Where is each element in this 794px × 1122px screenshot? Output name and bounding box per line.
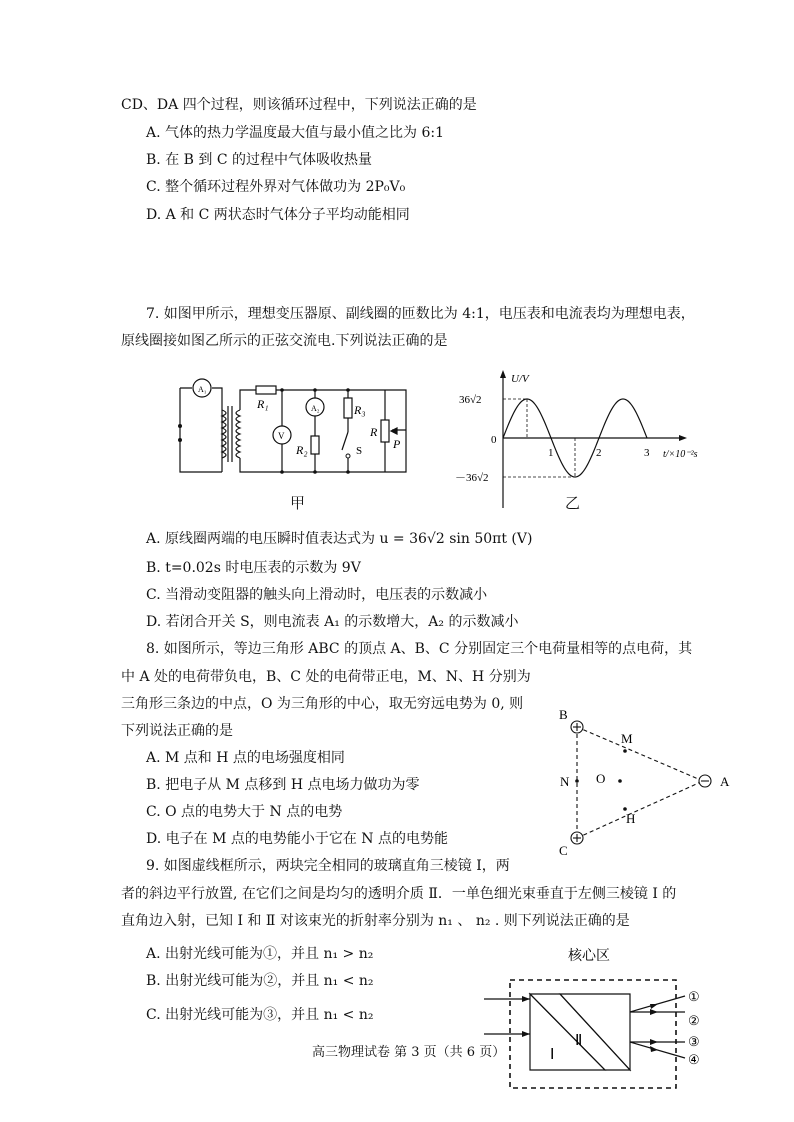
x-axis-label: t/×10⁻²s [663, 449, 698, 460]
label-c: C [559, 843, 568, 858]
label-a2: A₂ [311, 404, 320, 413]
x-tick-1: 1 [548, 447, 554, 459]
label-r2: R₂ [296, 443, 308, 457]
q9-stem-line3: 直角边入射，已知 Ⅰ 和 Ⅱ 对该束光的折射率分别为 n₁ 、 n₂ . 则下列说法正确的是 [121, 913, 630, 929]
label-n: N [560, 774, 570, 789]
resistor-r1 [256, 386, 276, 394]
y-axis-label: U/V [511, 373, 529, 385]
label-b: B [559, 707, 568, 722]
label-a1: A₁ [198, 385, 207, 394]
q8-option-b: B. 把电子从 M 点移到 H 点电场力做功为零 [146, 777, 420, 793]
q8-option-a: A. M 点和 H 点的电场强度相同 [146, 750, 345, 766]
page-footer: 高三物理试卷 第 3 页（共 6 页） [312, 1045, 506, 1060]
q6-option-c: C. 整个循环过程外界对气体做功为 2P₀V₀ [146, 179, 406, 195]
q6-option-b: B. 在 B 到 C 的过程中气体吸收热量 [146, 152, 372, 168]
resistor-r2 [311, 436, 319, 454]
resistor-r3 [344, 398, 352, 418]
q9-stem-line2: 者的斜边平行放置, 在它们之间是均匀的透明介质 Ⅱ．一单色细光束垂直于左侧三棱镜 Ⅰ 的 [121, 886, 677, 902]
q8-option-d: D. 电子在 M 点的电势能小于它在 N 点的电势能 [146, 831, 449, 847]
q8-stem-line2: 中 A 处的电荷带负电，B、C 处的电荷带正电，M、N、H 分别为 [121, 669, 531, 685]
label-h: H [626, 811, 636, 826]
q7-option-d: D. 若闭合开关 S，则电流表 A₁ 的示数增大，A₂ 的示数减小 [146, 614, 519, 630]
label-prism-1: Ⅰ [550, 1047, 555, 1063]
origin-label: 0 [491, 434, 497, 446]
y-tick-top: 36√2 [459, 394, 482, 406]
label-p: P [393, 437, 401, 451]
label-ray-3: ③ [688, 1034, 700, 1049]
caption-yi: 乙 [565, 494, 581, 512]
q7-stem-line1: 7. 如图甲所示，理想变压器原、副线圈的匝数比为 4:1，电压表和电流表均为理想电表， [146, 306, 695, 322]
q8-stem-line4: 下列说法正确的是 [121, 723, 233, 739]
q8-stem-line1: 8. 如图所示，等边三角形 ABC 的顶点 A、B、C 分别固定三个电荷量相等的点电荷，其 [146, 641, 693, 657]
q8-option-c: C. O 点的电势大于 N 点的电势 [146, 804, 343, 820]
q6-option-a: A. 气体的热力学温度最大值与最小值之比为 6:1 [146, 125, 444, 141]
q7-stem-line2: 原线圈接如图乙所示的正弦交流电.下列说法正确的是 [121, 333, 448, 349]
q7-option-c: C. 当滑动变阻器的触头向上滑动时，电压表的示数减小 [146, 587, 488, 603]
label-r: R [370, 425, 378, 439]
q7-option-a: A. 原线圈两端的电压瞬时值表达式为 u = 36√2 sin 50πt (V) [146, 531, 533, 547]
q9-stem-line1: 9. 如图虚线框所示，两块完全相同的玻璃直角三棱镜 Ⅰ，两 [146, 858, 510, 874]
q6-option-d: D. A 和 C 两状态时气体分子平均动能相同 [146, 207, 410, 223]
label-r3: R₃ [354, 403, 366, 417]
label-r1: R₁ [257, 397, 269, 411]
label-s: S [356, 445, 363, 457]
q9-option-b: B. 出射光线可能为②，并且 n₁ < n₂ [146, 973, 374, 989]
caption-jia: 甲 [290, 494, 306, 512]
core-region-box [510, 980, 676, 1088]
triangle-figure [550, 705, 750, 865]
x-tick-3: 3 [644, 447, 650, 459]
label-ray-1: ① [688, 989, 700, 1004]
label-medium-2: Ⅱ [575, 1033, 583, 1049]
y-tick-bottom: －36√2 [455, 472, 489, 484]
label-ray-4: ④ [688, 1052, 700, 1067]
waveform-figure [455, 368, 720, 518]
switch-s [342, 432, 348, 450]
prism-title: 核心区 [568, 949, 610, 964]
q9-option-c: C. 出射光线可能为③，并且 n₁ < n₂ [146, 1007, 374, 1023]
x-tick-2: 2 [596, 447, 602, 459]
label-o: O [596, 771, 606, 786]
label-a: A [720, 774, 730, 789]
label-v: V [278, 431, 285, 441]
prism-figure [480, 946, 720, 1096]
rheostat-r [381, 420, 389, 442]
q7-option-b: B. t=0.02s 时电压表的示数为 9V [146, 560, 361, 576]
label-m: M [621, 731, 633, 746]
q8-stem-line3: 三角形三条边的中点，O 为三角形的中心，取无穷远电势为 0, 则 [121, 696, 524, 712]
label-ray-2: ② [688, 1013, 700, 1028]
q6-intro: CD、DA 四个过程，则该循环过程中，下列说法正确的是 [121, 97, 477, 113]
q9-option-a: A. 出射光线可能为①，并且 n₁ > n₂ [146, 946, 374, 962]
